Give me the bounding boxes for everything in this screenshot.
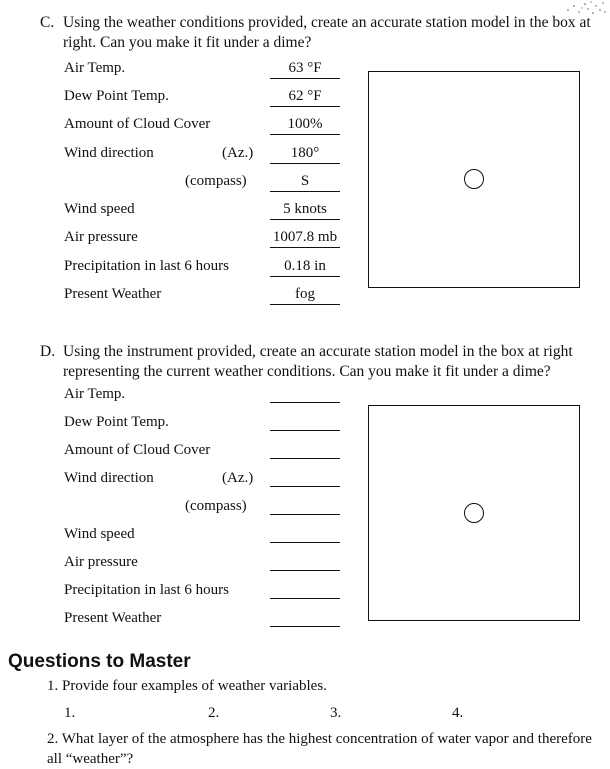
d-wind-az-sublabel: (Az.): [222, 470, 254, 486]
c-wind-az-value[interactable]: 180°: [270, 143, 340, 164]
d-air-pressure-blank[interactable]: [270, 550, 340, 571]
d-air-temp-blank[interactable]: [270, 382, 340, 403]
d-present-weather-label: Present Weather: [64, 610, 162, 626]
d-precip-blank[interactable]: [270, 578, 340, 599]
q2-text: 2. What layer of the atmosphere has the highest concentration of water vapor and therefore all “weather”?: [47, 731, 592, 767]
d-wind-speed-blank[interactable]: [270, 522, 340, 543]
q1-answer-2[interactable]: 2.: [208, 705, 220, 721]
c-wind-compass-value[interactable]: S: [270, 171, 340, 192]
q1-answer-4[interactable]: 4.: [452, 705, 464, 721]
d-air-temp-label: Air Temp.: [64, 386, 126, 402]
questions-heading: Questions to Master: [8, 651, 191, 672]
section-c-prompt: [40, 13, 608, 55]
q1-text: 1. Provide four examples of weather variables.: [47, 678, 327, 694]
c-present-weather-value[interactable]: fog: [270, 284, 340, 305]
c-air-temp-value[interactable]: 63 °F: [270, 58, 340, 79]
c-air-pressure-value[interactable]: 1007.8 mb: [270, 227, 340, 248]
c-precip-label: Precipitation in last 6 hours: [64, 258, 229, 274]
section-d-prompt: [40, 342, 608, 384]
d-dew-point-blank[interactable]: [270, 410, 340, 431]
d-wind-compass-sublabel: (compass): [185, 498, 247, 514]
c-dew-point-value[interactable]: 62 °F: [270, 86, 340, 107]
d-wind-compass-blank[interactable]: [270, 494, 340, 515]
section-c-letter: C.: [40, 14, 55, 31]
d-dew-point-label: Dew Point Temp.: [64, 414, 169, 430]
q1-answer-1[interactable]: 1.: [64, 705, 76, 721]
c-dew-point-label: Dew Point Temp.: [64, 88, 169, 104]
c-wind-speed-label: Wind speed: [64, 201, 135, 217]
c-wind-direction-label: Wind direction: [64, 145, 154, 161]
c-wind-compass-sublabel: (compass): [185, 173, 247, 189]
q1-answer-3[interactable]: 3.: [330, 705, 342, 721]
d-wind-direction-label: Wind direction: [64, 470, 154, 486]
c-cloud-cover-value[interactable]: 100%: [270, 114, 340, 135]
c-precip-value[interactable]: 0.18 in: [270, 256, 340, 277]
section-d-letter: D.: [40, 343, 56, 360]
c-present-weather-label: Present Weather: [64, 286, 162, 302]
d-cloud-cover-blank[interactable]: [270, 438, 340, 459]
d-wind-speed-label: Wind speed: [64, 526, 135, 542]
d-air-pressure-label: Air pressure: [64, 554, 138, 570]
c-station-circle: [464, 169, 484, 189]
c-air-pressure-label: Air pressure: [64, 229, 138, 245]
section-c-text: Using the weather conditions provided, create an accurate station model in the box at right. Can you make it fit under a dime?: [63, 14, 591, 51]
d-wind-az-blank[interactable]: [270, 466, 340, 487]
c-cloud-cover-label: Amount of Cloud Cover: [64, 116, 211, 132]
d-precip-label: Precipitation in last 6 hours: [64, 582, 229, 598]
d-cloud-cover-label: Amount of Cloud Cover: [64, 442, 211, 458]
d-present-weather-blank[interactable]: [270, 606, 340, 627]
section-d-text: Using the instrument provided, create an accurate station model in the box at right representing the current weather conditions. Can you make it fit under a dime?: [63, 343, 573, 380]
c-wind-speed-value[interactable]: 5 knots: [270, 199, 340, 220]
c-air-temp-label: Air Temp.: [64, 60, 126, 76]
c-wind-az-sublabel: (Az.): [222, 145, 254, 161]
d-station-circle: [464, 503, 484, 523]
